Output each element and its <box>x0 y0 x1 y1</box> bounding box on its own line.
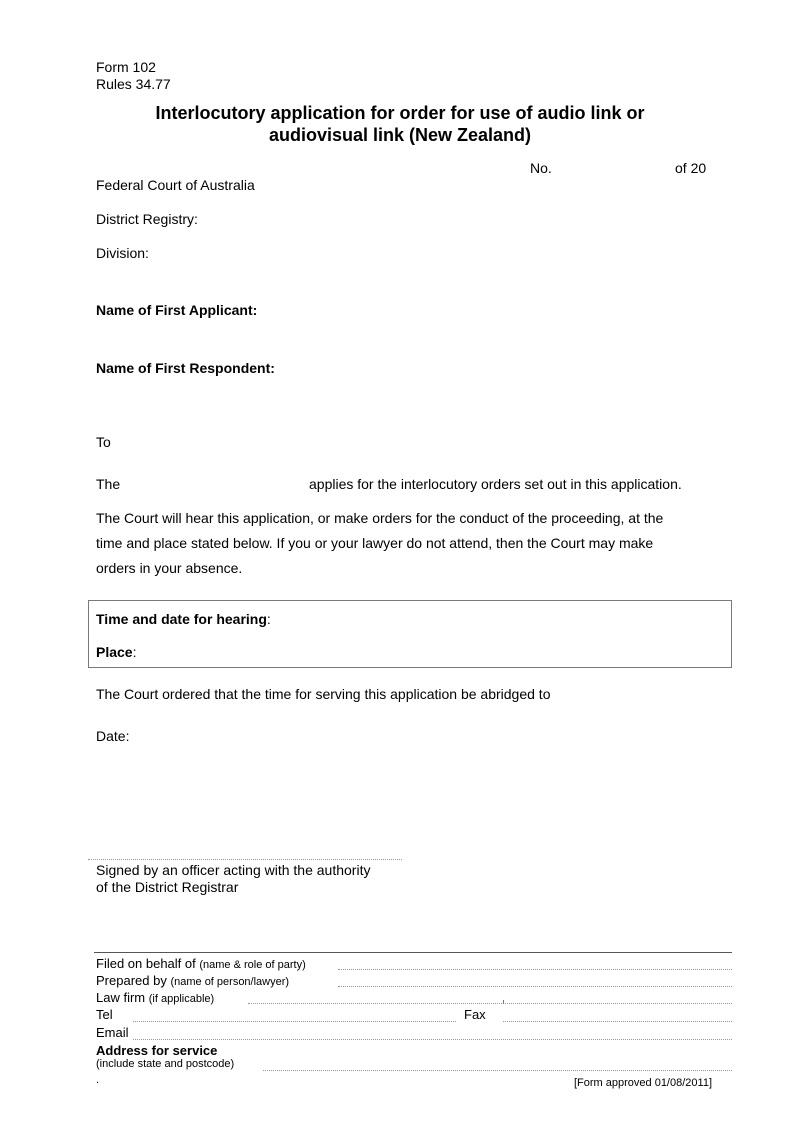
fax-field[interactable] <box>503 1021 732 1022</box>
email-label: Email <box>96 1025 129 1040</box>
applies-text: applies for the interlocutory orders set out in this application. <box>309 476 682 492</box>
tel-field[interactable] <box>133 1021 456 1022</box>
first-respondent-label: Name of First Respondent: <box>96 360 275 376</box>
address-for-service-label: Address for service <box>96 1043 218 1058</box>
fax-label: Fax <box>464 1007 486 1022</box>
abridged-text: The Court ordered that the time for serving this application be abridged to <box>96 686 551 702</box>
email-field[interactable] <box>133 1039 732 1040</box>
footer-divider <box>94 952 732 953</box>
form-approved-note: [Form approved 01/08/2011] <box>574 1077 712 1089</box>
signature-line[interactable] <box>88 859 402 860</box>
date-label: Date: <box>96 728 130 744</box>
case-no-label: No. <box>530 160 552 176</box>
form-number: Form 102 <box>96 59 156 75</box>
page-title-line2: audiovisual link (New Zealand) <box>268 125 532 145</box>
the-label: The <box>96 476 121 492</box>
time-date-field[interactable] <box>96 611 271 627</box>
division-label: Division: <box>96 245 149 261</box>
to-label: To <box>96 434 111 450</box>
hearing-notice-line2: time and place stated below. If you or your lawyer do not attend, then the Court may make <box>96 535 654 551</box>
law-firm-row <box>96 990 214 1005</box>
prepared-label: Prepared by <box>96 973 167 988</box>
signature-caption-line1: Signed by an officer acting with the authority <box>96 862 371 878</box>
place-colon: : <box>132 644 137 660</box>
place-field[interactable] <box>96 644 136 660</box>
hearing-notice-line3: orders in your absence. <box>96 560 243 576</box>
prepared-by-field[interactable] <box>338 986 732 987</box>
filed-on-behalf-field[interactable] <box>338 969 732 970</box>
filed-label: Filed on behalf of <box>96 956 196 971</box>
footer-dot: . <box>96 1074 100 1086</box>
time-date-colon: : <box>266 611 271 627</box>
time-date-label: Time and date for hearing <box>96 611 267 627</box>
filed-on-behalf-row <box>96 956 306 971</box>
filed-hint: (name & role of party) <box>199 959 306 971</box>
court-name: Federal Court of Australia <box>96 177 255 193</box>
form-rules: Rules 34.77 <box>96 76 171 92</box>
first-applicant-label: Name of First Applicant: <box>96 302 258 318</box>
tel-label: Tel <box>96 1007 113 1022</box>
case-year-label: of 20 <box>675 160 707 176</box>
address-field[interactable] <box>263 1070 732 1071</box>
signature-caption-line2: of the District Registrar <box>96 879 239 895</box>
registry-label: District Registry: <box>96 211 198 227</box>
address-hint: (include state and postcode) <box>96 1058 235 1070</box>
law-firm-field[interactable] <box>248 1003 732 1004</box>
lawfirm-label: Law firm <box>96 990 146 1005</box>
lawfirm-hint: (if applicable) <box>148 993 215 1005</box>
place-label: Place <box>96 644 133 660</box>
prepared-by-row <box>96 973 289 988</box>
prepared-hint: (name of person/lawyer) <box>170 976 290 988</box>
hearing-notice-line1: The Court will hear this application, or make orders for the conduct of the proceeding, at the <box>96 510 664 526</box>
column-tick <box>503 1000 504 1004</box>
page-title-line1: Interlocutory application for order for use of audio link or <box>155 103 645 123</box>
